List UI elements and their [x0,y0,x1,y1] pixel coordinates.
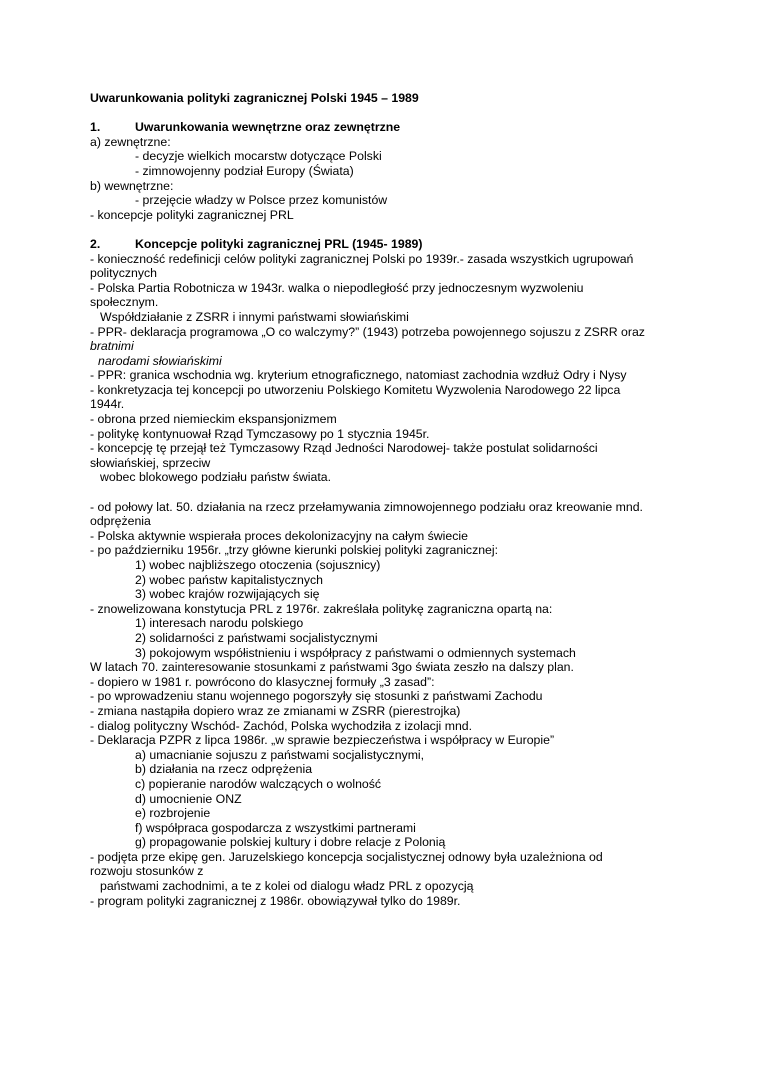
text-line: - Polska aktywnie wspierała proces dekolonizacyjny na całym świecie [90,528,468,543]
text-line: - podjęta prze ekipę gen. Jaruzelskiego koncepcja socjalistycznej odnowy była uzależniona od [90,849,603,864]
text-line: politycznych [90,266,157,281]
text-line: - dopiero w 1981 r. powrócono do klasycznej formuły „3 zasad”: [90,674,435,689]
text-line: słowiańskiej, sprzeciw [90,455,211,470]
text-line: państwami zachodnimi, a te z kolei od dialogu władz PRL z opozycją [100,879,474,894]
text-line-italic: bratnimi [90,339,134,354]
list-item: d) umocnienie ONZ [135,791,242,806]
text-line: - PPR- deklaracja programowa „O co walczymy?” (1943) potrzeba powojennego sojuszu z ZSRR oraz [90,324,645,339]
text-line: - Polska Partia Robotnicza w 1943r. walka o niepodległość przy jednoczesnym wyzwoleniu [90,280,584,295]
text-line: - konkretyzacja tej koncepcji po utworzeniu Polskiego Komitetu Wyzwolenia Narodowego 22 lipca [90,382,621,397]
list-item: 3) wobec krajów rozwijających się [135,587,320,602]
text-line: - koncepcje polityki zagranicznej PRL [90,207,294,222]
list-item: e) rozbrojenie [135,806,211,821]
document-body [90,91,690,908]
text-line: wobec blokowego podziału państw świata. [100,470,332,485]
text-line: - po październiku 1956r. „trzy główne kierunki polskiej polityki zagranicznej: [90,543,499,558]
text-line: - po wprowadzeniu stanu wojennego pogorszyły się stosunki z państwami Zachodu [90,689,543,704]
text-line: - dialog polityczny Wschód- Zachód, Polska wychodziła z izolacji mnd. [90,718,473,733]
spacer [90,485,690,500]
section-1-heading [90,120,690,135]
list-item: 2) wobec państw kapitalistycznych [135,572,323,587]
text-line: 1944r. [90,397,125,412]
list-item: a) umacnianie sojuszu z państwami socjalistycznymi, [135,747,425,762]
list-item: 3) pokojowym współistnieniu i współpracy z państwami o odmiennych systemach [135,645,576,660]
list-item: g) propagowanie polskiej kultury i dobre relacje z Polonią [135,835,446,850]
text-line: - PPR: granica wschodnia wg. kryterium etnograficznego, natomiast zachodnia wzdłuż Odry i Nysy [90,368,627,383]
text-line: Współdziałanie z ZSRR i innymi państwami słowiańskimi [100,309,409,324]
list-item: - zimnowojenny podział Europy (Świata) [135,163,354,178]
list-item: 2) solidarności z państwami socjalistycznymi [135,630,378,645]
text-line: - konieczność redefinicji celów polityki zagranicznej Polski po 1939r.- zasada wszystkich ugrupowań [90,251,634,266]
text-line: - koncepcję tę przejął też Tymczasowy Rząd Jedności Narodowej- także postulat solidarności [90,441,598,456]
list-item: f) współpraca gospodarcza z wszystkimi partnerami [135,820,416,835]
text-line: rozwoju stosunków z [90,864,204,879]
text-line: - program polityki zagranicznej z 1986r. obowiązywał tylko do 1989r. [90,893,461,908]
text-line: - znowelizowana konstytucja PRL z 1976r. zakreślała politykę zagraniczna opartą na: [90,601,553,616]
text-line: b) wewnętrzne: [90,178,174,193]
list-item: 1) interesach narodu polskiego [135,616,304,631]
section-1-number: 1. [90,120,101,135]
section-1-title: Uwarunkowania wewnętrzne oraz zewnętrzne [135,120,401,135]
text-line: społecznym. [90,295,159,310]
section-2-heading [90,237,690,252]
list-item: b) działania na rzecz odprężenia [135,762,313,777]
text-line: - od połowy lat. 50. działania na rzecz przełamywania zimnowojennego podziału oraz kreowanie mnd. [90,499,643,514]
list-item: - przejęcie władzy w Polsce przez komunistów [135,193,388,208]
section-2-title: Koncepcje polityki zagranicznej PRL (1945- 1989) [135,236,423,251]
list-item: 1) wobec najbliższego otoczenia (sojusznicy) [135,558,381,572]
spacer [90,106,690,121]
list-item: c) popieranie narodów walczących o wolność [135,776,382,791]
text-line: - zmiana nastąpiła dopiero wraz ze zmianami w ZSRR (pierestrojka) [90,703,461,718]
text-line: - obrona przed niemieckim ekspansjonizmem [90,412,337,427]
text-line: a) zewnętrzne: [90,134,171,149]
spacer [90,222,690,237]
text-line: - Deklaracja PZPR z lipca 1986r. „w sprawie bezpieczeństwa i współpracy w Europie” [90,733,555,748]
document-title: Uwarunkowania polityki zagranicznej Polski 1945 – 1989 [90,91,419,105]
text-line: W latach 70. zainteresowanie stosunkami z państwami 3go świata zeszło na dalszy plan. [90,660,574,675]
list-item: - decyzje wielkich mocarstw dotyczące Polski [135,149,382,164]
section-2-number: 2. [90,236,101,251]
text-line: - politykę kontynuował Rząd Tymczasowy po 1 stycznia 1945r. [90,426,430,441]
text-line: odprężenia [90,514,151,529]
text-line-italic: narodami słowiańskimi [98,353,222,368]
